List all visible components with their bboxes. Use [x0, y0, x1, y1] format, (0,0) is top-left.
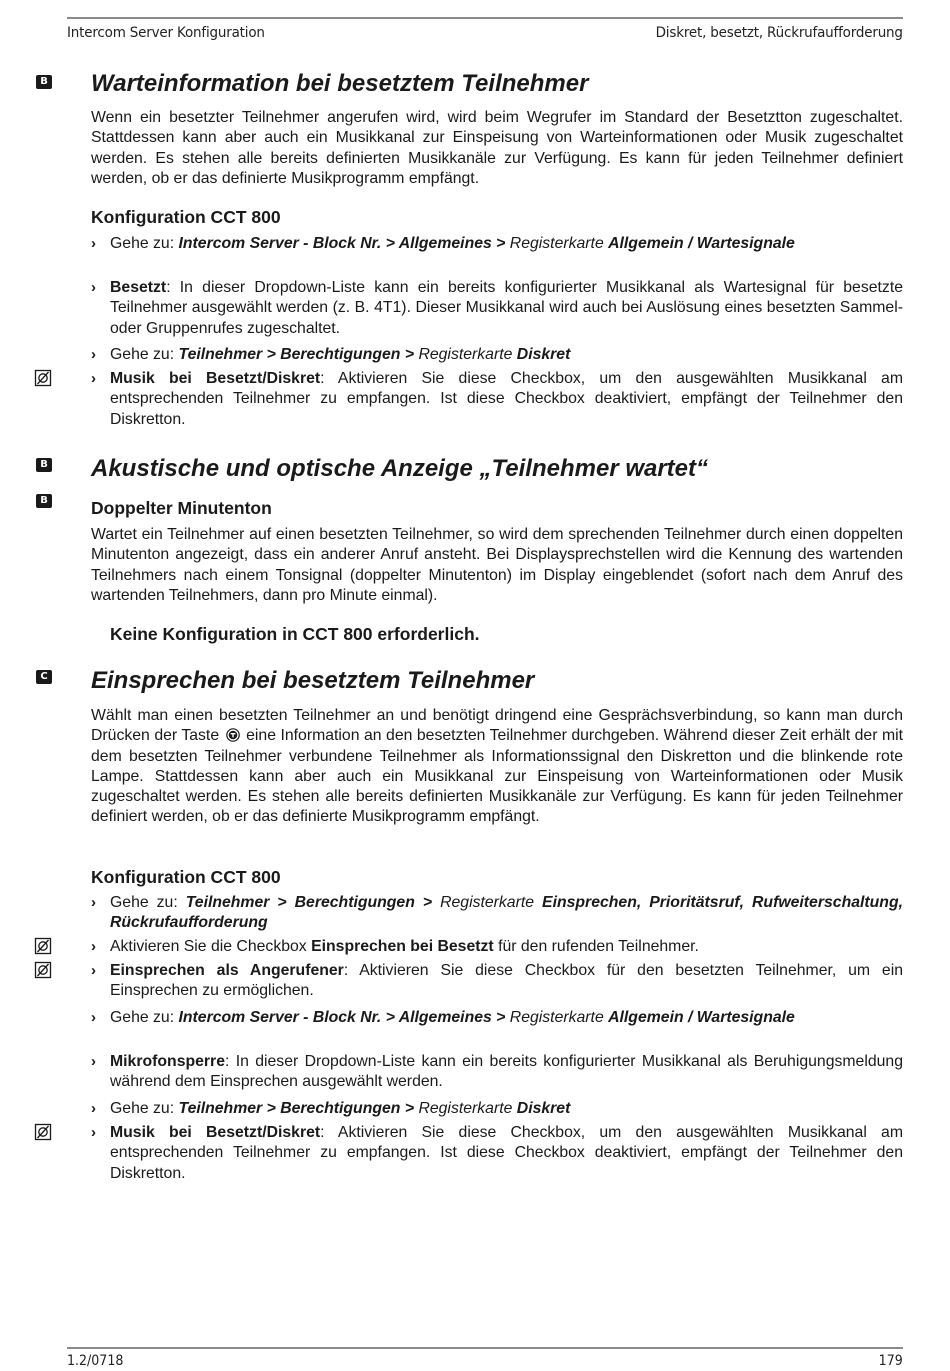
list-item — [91, 1052, 903, 1093]
footer-version: 1.2/0718 — [67, 1353, 124, 1369]
no-config-note: Keine Konfiguration in CCT 800 erforderlich. — [110, 624, 480, 644]
list-item — [91, 369, 903, 430]
tab-label: Registerkarte — [432, 894, 543, 911]
header-right: Diskret, besetzt, Rückrufaufforderung — [655, 25, 903, 41]
section-title-warteinformation: Warteinformation bei besetztem Teilnehmer — [91, 70, 589, 97]
menu-path: Teilnehmer > Berechtigungen > — [178, 1100, 415, 1117]
page-number: 179 — [878, 1353, 903, 1369]
arrow-icon: › — [91, 279, 96, 296]
section-badge-c: C — [36, 670, 52, 684]
section-text — [91, 525, 903, 606]
setting-name: Einsprechen bei Besetzt — [311, 938, 494, 955]
checkbox-icon — [34, 369, 52, 387]
header-left: Intercom Server Konfiguration — [67, 25, 265, 41]
section-badge-b: B — [36, 494, 52, 508]
list-item — [91, 937, 903, 957]
section-title-teilnehmer-wartet: Akustische und optische Anzeige „Teilnehmer wartet“ — [91, 455, 709, 482]
tab-label: Registerkarte — [505, 235, 609, 252]
list-item — [91, 961, 903, 1002]
setting-description: : In dieser Dropdown-Liste kann ein bereits konfigurierter Musikkanal als Wartesignal für besetzte Teilnehmer ausgewählt werden (z. B. 4T1). Dieser Musikkanal wird auch bei Auslösung eines besetzten Sammel- oder Gruppenrufes zugeschaltet. — [110, 279, 903, 337]
checkbox-icon — [34, 937, 52, 955]
arrow-icon: › — [91, 1124, 96, 1141]
list-item — [91, 893, 903, 934]
menu-path: Intercom Server - Block Nr. > Allgemeines > — [178, 1009, 506, 1026]
section-intro — [91, 108, 903, 189]
setting-description: : In dieser Dropdown-Liste kann ein bereits konfigurierter Musikkanal als Beruhigungsmeldung während dem Einsprechen ausgewählt werden. — [110, 1053, 903, 1091]
tab-name: Allgemein / Wartesignale — [608, 235, 795, 252]
setting-name: Mikrofonsperre — [110, 1053, 225, 1070]
header-rule — [67, 17, 903, 19]
setting-description: : Aktivieren Sie diese Checkbox, um den ausgewählten Musikkanal am entsprechenden Teilnehmer zu empfangen. Ist diese Checkbox deaktiviert, empfängt der Teilnehmer den Diskretton. — [110, 1124, 903, 1182]
body-text: Wartet ein Teilnehmer auf einen besetzten Teilnehmer, so wird dem sprechenden Teilnehmer durch einen doppelten Minutenton angezeigt, dass ein anderer Anruf ansteht. Bei Displaysprechstellen wird die Kennung des wartenden Teilnehmers nach einem Tonsignal (doppelter Minutenton) im Display eingeblendet (sofort nach dem Anruf des wartenden Teilnehmers, dann pro Minute einmal). — [91, 526, 903, 604]
tab-name: Diskret — [516, 346, 571, 363]
list-item — [91, 1099, 903, 1119]
list-item — [91, 1008, 903, 1028]
goto-label: Gehe zu: — [110, 1100, 179, 1117]
arrow-icon: › — [91, 1100, 96, 1117]
setting-name: Musik bei Besetzt/Diskret — [110, 1124, 321, 1141]
list-item — [91, 1123, 903, 1184]
section-badge-b: B — [36, 75, 52, 89]
list-item — [91, 234, 903, 254]
tab-name: Allgemein / Wartesignale — [608, 1009, 795, 1026]
list-item — [91, 345, 903, 365]
arrow-icon: › — [91, 894, 96, 911]
arrow-icon: › — [91, 346, 96, 363]
config-heading: Konfiguration CCT 800 — [91, 207, 281, 227]
list-item — [91, 278, 903, 339]
arrow-icon: › — [91, 938, 96, 955]
body-text-start: Wählt man einen besetzten Teilnehmer an und benötigt dringend eine Gesprächsverbindung, so kann man durch Drücken der Taste — [91, 707, 903, 745]
setting-description: : Aktivieren Sie diese Checkbox für den besetzten Teilnehmer, um ein Einsprechen zu ermöglichen. — [110, 962, 904, 1000]
menu-path: Teilnehmer > Berechtigungen > — [178, 346, 415, 363]
setting-name: Einsprechen als Angerufener — [110, 962, 344, 979]
instruction-text: Aktivieren Sie die Checkbox — [110, 938, 312, 955]
arrow-icon: › — [91, 370, 96, 387]
menu-path: Intercom Server - Block Nr. > Allgemeines > — [178, 235, 506, 252]
subsection-heading: Doppelter Minutenton — [91, 498, 272, 518]
section-title-einsprechen: Einsprechen bei besetztem Teilnehmer — [91, 667, 535, 694]
goto-label: Gehe zu: — [110, 346, 179, 363]
tab-label: Registerkarte — [414, 346, 517, 363]
checkbox-icon — [34, 1123, 52, 1141]
goto-label: Gehe zu: — [110, 235, 179, 252]
section-text — [91, 706, 903, 828]
tab-name: Diskret — [516, 1100, 571, 1117]
intro-text: Wenn ein besetzter Teilnehmer angerufen wird, wird beim Wegrufer im Standard der Besetztton zugeschaltet. Stattdessen kann aber auch ein Musikkanal zur Einspeisung von Warteinformationen oder Musik zugeschaltet werden. Es stehen alle bereits definierten Musikkanäle zur Verfügung. Es kann für jeden Teilnehmer definiert werden, ob er das definierte Musikprogramm empfängt. — [91, 109, 903, 187]
tab-label: Registerkarte — [505, 1009, 609, 1026]
footer-rule — [67, 1347, 903, 1349]
checkbox-icon — [34, 961, 52, 979]
goto-label: Gehe zu: — [110, 1009, 179, 1026]
goto-label: Gehe zu: — [110, 894, 186, 911]
setting-name: Musik bei Besetzt/Diskret — [110, 370, 321, 387]
menu-path: Teilnehmer > Berechtigungen > — [185, 894, 433, 911]
config-heading: Konfiguration CCT 800 — [91, 867, 281, 887]
setting-name: Besetzt — [110, 279, 167, 296]
arrow-icon: › — [91, 962, 96, 979]
arrow-icon: › — [91, 1009, 96, 1026]
body-text-end: eine Information an den besetzten Teilnehmer durchgeben. Während dieser Zeit erhält der mit dem besetzten Teilnehmer verbundene Teilnehmer als Informationssignal den Diskretton und die blinkende rote Lampe. Stattdessen kann aber auch ein Musikkanal zur Einspeisung von Warteinformationen oder Musik zugeschaltet werden. Es stehen alle bereits definierten Musikkanäle zur Verfügung. Es kann für jeden Teilnehmer definiert werden, ob er das definierte Musikprogramm empfängt. — [91, 727, 904, 826]
arrow-icon: › — [91, 235, 96, 252]
instruction-text-end: für den rufenden Teilnehmer. — [493, 938, 699, 955]
tab-label: Registerkarte — [414, 1100, 517, 1117]
tab-name: Einsprechen, Prioritätsruf, Rufweiterschaltung, Rückrufaufforderung — [110, 894, 903, 932]
section-badge-b: B — [36, 458, 52, 472]
arrow-icon: › — [91, 1053, 96, 1070]
key-button-icon — [226, 728, 240, 742]
setting-description: : Aktivieren Sie diese Checkbox, um den ausgewählten Musikkanal am entsprechenden Teilnehmer zu empfangen. Ist diese Checkbox deaktiviert, empfängt der Teilnehmer den Diskretton. — [110, 370, 903, 428]
